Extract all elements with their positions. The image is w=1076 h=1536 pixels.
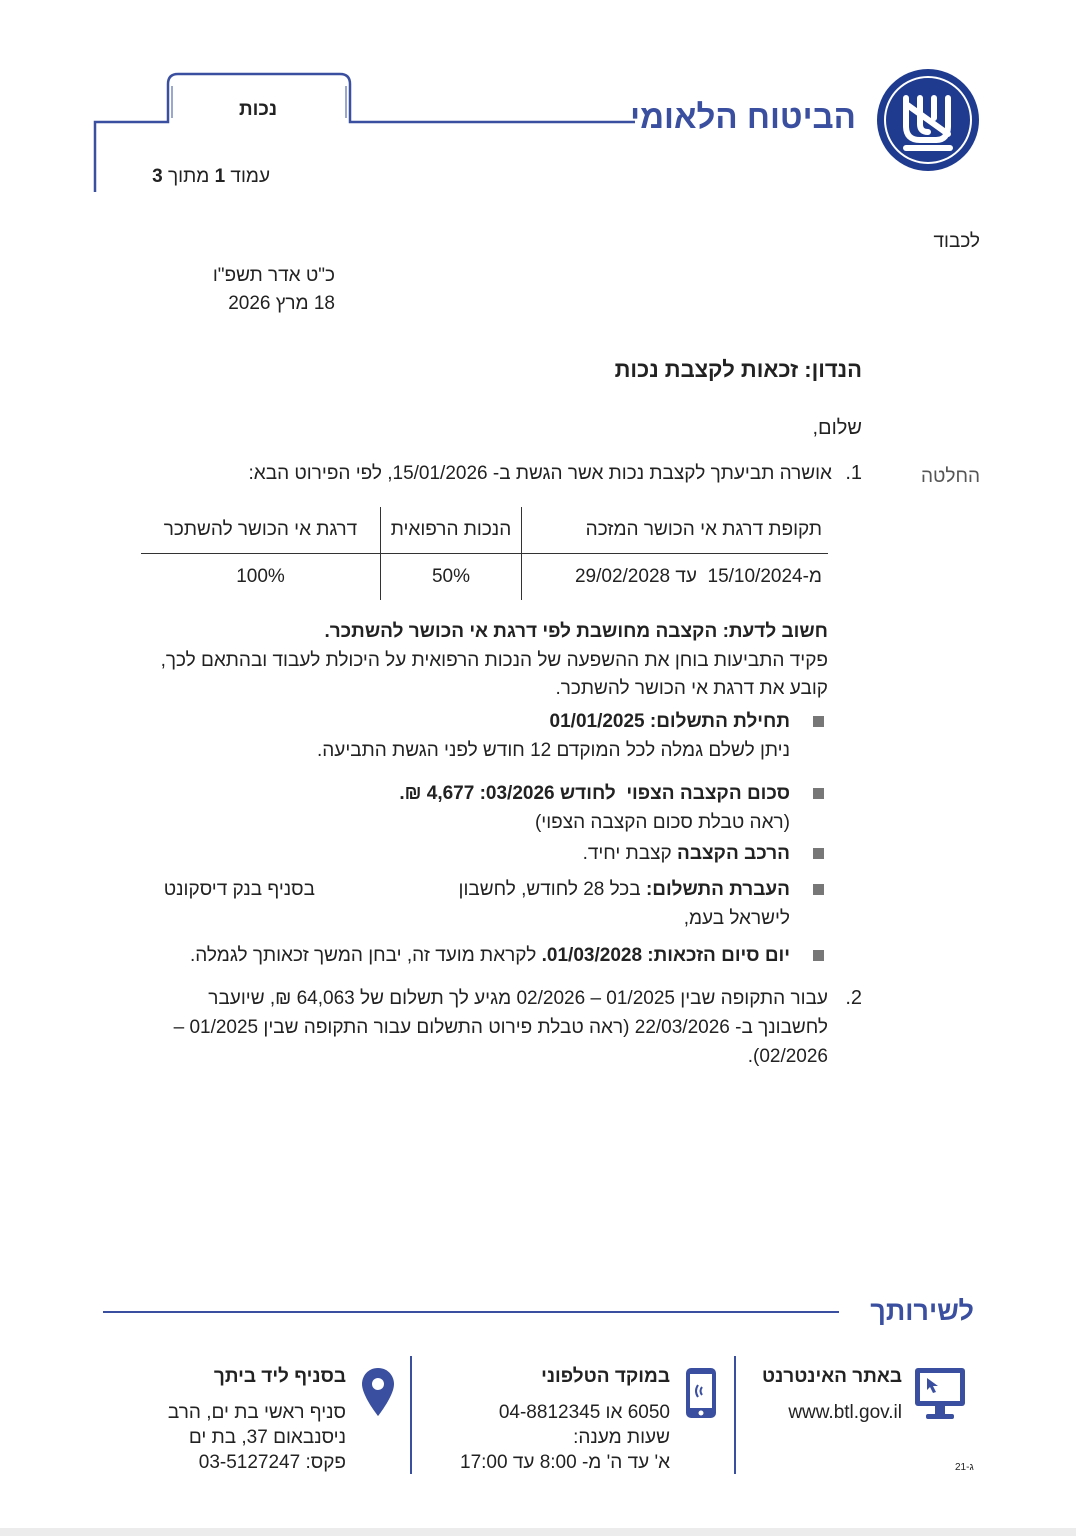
footer-divider — [103, 1311, 839, 1313]
hebrew-date: כ"ט אדר תשפ"ו — [212, 265, 335, 286]
page-number: עמוד 1 מתוך 3 — [152, 166, 270, 187]
branch-fax: פקס: 03-5127247 — [198, 1452, 346, 1473]
bullet-square-icon — [813, 950, 824, 961]
computer-monitor-icon — [913, 1366, 967, 1424]
explanation-line-2: קובע את דרגת אי הכושר להשתכר. — [555, 678, 828, 699]
table-header-incapacity: דרגת אי הכושר להשתכר — [141, 507, 381, 554]
subject-line: הנדון: זכאות לקצבת נכות — [614, 357, 862, 382]
internet-heading: באתר האינטרנט — [762, 1366, 902, 1387]
explanation-line-1: פקיד התביעות בוחן את ההשפעה של הנכות הרפואית על היכולת לעבוד ובהתאם לכך, — [160, 650, 828, 671]
btl-logo-icon — [876, 68, 980, 172]
website-link[interactable]: www.btl.gov.il — [788, 1402, 902, 1423]
service-title: לשירותך — [870, 1296, 974, 1326]
table-header-period: תקופת דרגת אי הכושר המזכה — [522, 507, 829, 554]
table-row — [141, 554, 828, 601]
bullet-square-icon — [813, 884, 824, 895]
phone-heading: במוקד הטלפוני — [541, 1366, 670, 1387]
disability-table — [141, 507, 828, 600]
payment-transfer: העברת התשלום: בכל 28 לחודש, לחשבון — [458, 879, 790, 900]
section2-line-2: לחשבונך ב- 22/03/2026 (ראה טבלת פירוט התשלום עבור התקופה שבין 01/2025 – — [173, 1017, 828, 1038]
branch-heading: בסניף ליד ביתך — [213, 1366, 346, 1387]
location-pin-icon — [360, 1366, 396, 1418]
bullet-square-icon — [813, 788, 824, 799]
branch-address-line-1: סניף ראשי בת ים, הרב — [167, 1402, 346, 1423]
expected-amount: סכום הקצבה הצפוי לחודש 03/2026: 4,677 ₪. — [399, 783, 790, 804]
entitlement-end: יום סיום הזכאות: 01/03/2028. לקראת מועד זה, יבחן המשך זכאותך לגמלה. — [189, 945, 790, 966]
bullet-square-icon — [813, 716, 824, 727]
payment-start-note: ניתן לשלם גמלה לכל המוקדם 12 חודש לפני הגשת התביעה. — [316, 740, 790, 761]
payment-transfer-line-2: לישראל בעמ, — [683, 908, 790, 929]
phone-numbers[interactable]: 6050 או 04-8812345 — [498, 1402, 670, 1423]
tab-title: נכות — [238, 99, 278, 120]
brand-name: הביטוח הלאומי — [630, 98, 856, 135]
section2-line-3: 02/2026). — [747, 1046, 828, 1067]
section2-line-1: עבור התקופה שבין 01/2025 – 02/2026 מגיע לך תשלום של 64,063 ₪, שיועבר — [208, 988, 828, 1009]
bank-branch: בסניף בנק דיסקונט — [163, 879, 315, 900]
table-cell-incapacity: 100% — [141, 554, 381, 601]
footer-column-divider — [410, 1356, 412, 1474]
important-note: חשוב לדעת: הקצבה מחושבת לפי דרגת אי הכושר להשתכר. — [324, 621, 828, 642]
branch-address-line-2: ניסנבאום 37, בת ים — [188, 1427, 346, 1448]
section1-number: 1. — [845, 462, 862, 484]
salutation: לכבוד — [933, 231, 980, 252]
letter-date — [213, 262, 335, 318]
table-header-medical: הנכות הרפואית — [381, 507, 522, 554]
gregorian-date: 18 מרץ 2026 — [228, 293, 335, 314]
table-header-row — [141, 507, 828, 554]
payment-start: תחילת התשלום: 01/01/2025 — [549, 711, 790, 732]
greeting: שלום, — [812, 417, 862, 439]
mobile-phone-icon — [684, 1366, 718, 1420]
bullet-square-icon — [813, 848, 824, 859]
expected-amount-note: (ראה טבלת סכום הקצבה הצפוי) — [534, 812, 790, 833]
table-cell-medical: 50% — [381, 554, 522, 601]
pension-composition: הרכב הקצבה קצבת יחיד. — [582, 843, 790, 864]
phone-hours-label: שעות מענה: — [573, 1427, 670, 1448]
section1-intro: אושרה תביעתך לקצבת נכות אשר הגשת ב- 15/01/2026, לפי הפירוט הבא: — [248, 463, 832, 484]
section2-number: 2. — [845, 987, 862, 1009]
decision-label: החלטה — [920, 466, 980, 487]
form-code: ג-21 — [955, 1462, 974, 1473]
footer-column-divider — [734, 1356, 736, 1474]
table-cell-period: מ-15/10/2024 עד 29/02/2028 — [574, 566, 822, 587]
phone-hours: א' עד ה' מ- 8:00 עד 17:00 — [460, 1452, 670, 1473]
